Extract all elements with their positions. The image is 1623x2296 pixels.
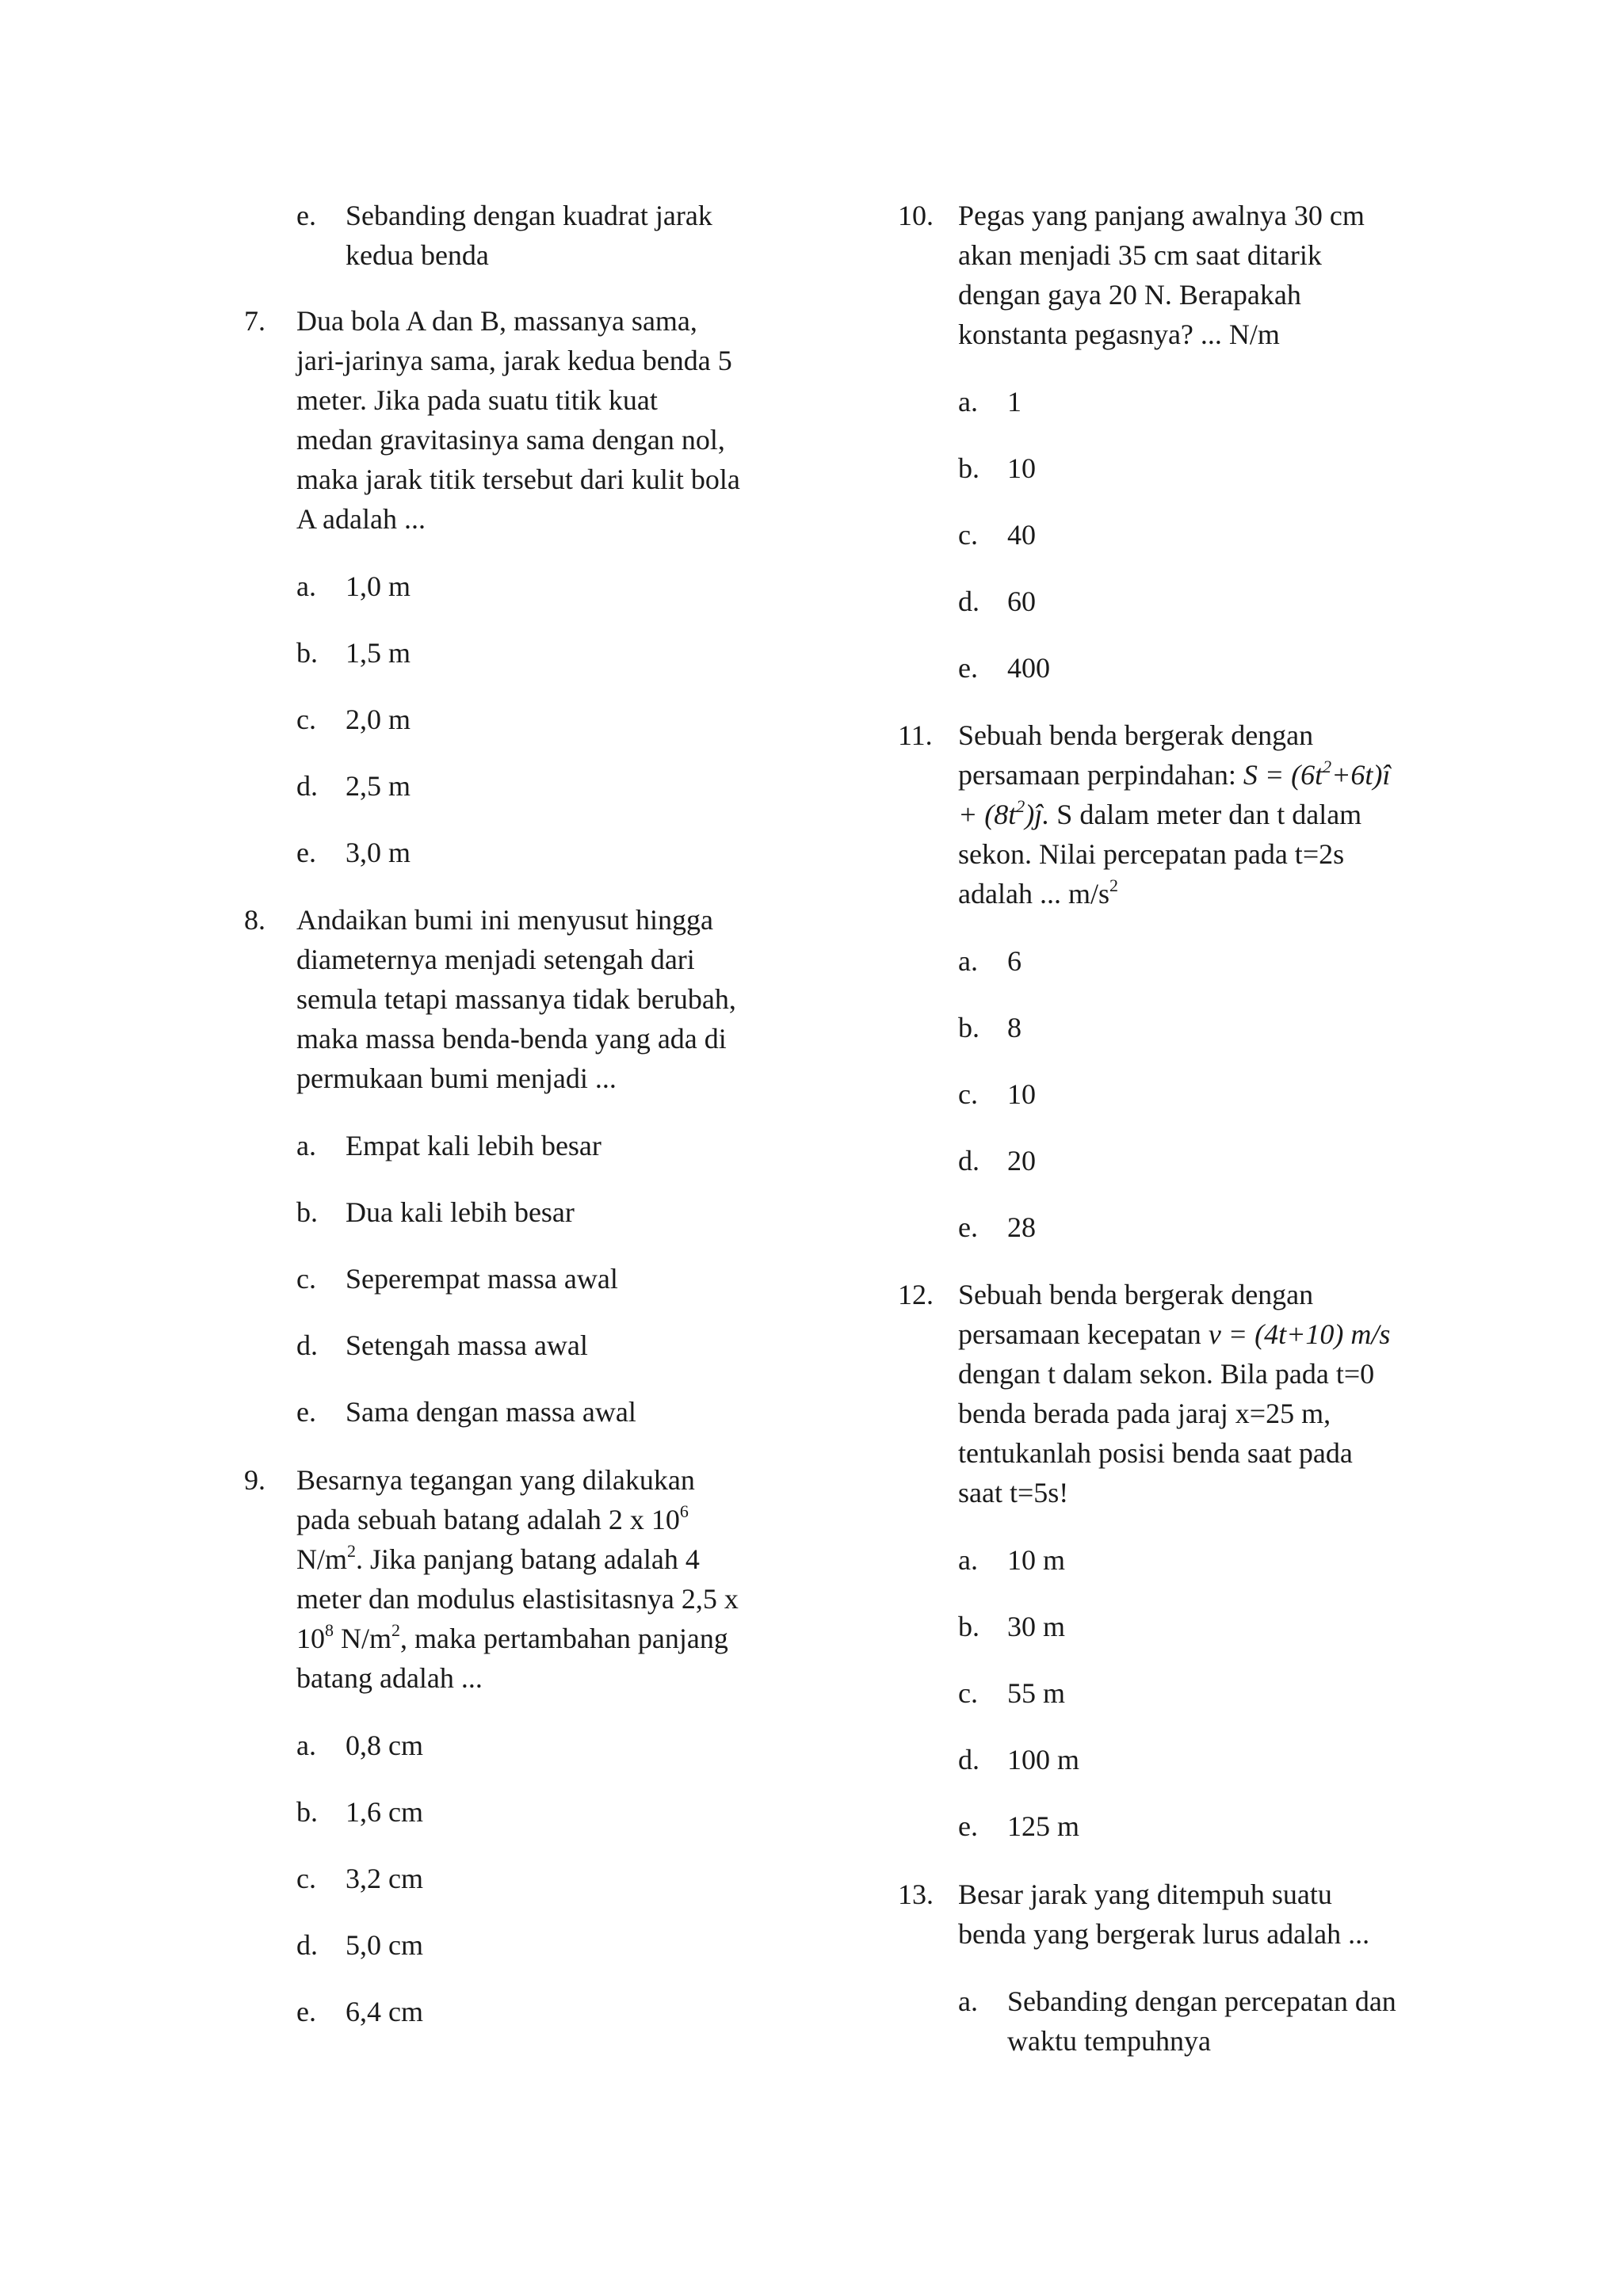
- question-text: Pegas yang panjang awalnya 30 cm akan menjadi 35 cm saat ditarik dengan gaya 20 N. Berapakah konstanta pegasnya? ... N/m: [958, 200, 1365, 350]
- question-text: Besar jarak yang ditempuh suatu benda yang bergerak lurus adalah ...: [958, 1878, 1370, 1950]
- question-text: Besarnya tegangan yang dilakukan pada sebuah batang adalah 2 x $10^6$ $N/m^2$. Jika panjang batang adalah 4 meter dan modulus elastisitasnya 2,5 x $10^8$ $N/m^2$, maka pertambahan panjang batang adalah ...: [296, 1464, 739, 1694]
- question-number: 13.: [898, 1878, 934, 1910]
- question-number: 11.: [898, 719, 933, 751]
- question-text: Sebuah benda bergerak dengan persamaan kecepatan v = (4t+10) m/s dengan t dalam sekon. Bila pada t=0 benda berada pada jaraj x=25 m, tentukanlah posisi benda saat pada saat t=5s!: [958, 1279, 1391, 1508]
- question-number: 8.: [244, 904, 265, 936]
- question-text: Dua bola A dan B, massanya sama, jari-jarinya sama, jarak kedua benda 5 meter. Jika pada suatu titik kuat medan gravitasinya sama dengan nol, maka jarak titik tersebut dari kulit bola A adalah ...: [296, 305, 740, 535]
- option-text: Sebanding dengan kuadrat jarak kedua benda: [346, 200, 712, 271]
- question-text: Sebuah benda bergerak dengan persamaan perpindahan: $S = (6t^2+6t)î$ + $(8t^2)ĵ$. S dalam meter dan t dalam sekon. Nilai percepatan pada t=2s adalah ... $m/s^2$: [958, 719, 1391, 910]
- question-number: 12.: [898, 1279, 934, 1310]
- option-letter: e.: [296, 200, 316, 231]
- question-text: Andaikan bumi ini menyusut hingga diameternya menjadi setengah dari semula tetapi massanya tidak berubah, maka massa benda-benda yang ada di permukaan bumi menjadi ...: [296, 904, 736, 1094]
- document-page: e. Sebanding dengan kuadrat jarak kedua benda 7. Dua bola A dan B, massanya sama, jari-jarinya sama, jarak kedua benda 5 meter. Jika pada suatu titik kuat medan gravitasinya sama dengan nol, maka jarak titik tersebut dari kulit bola A adalah ... a. 1,0 m b. 1,5 m c. 2,0 m d. 2,5 m e. 3,0 m 8. Andaikan bumi ini menyusut hingga diameternya menjadi setengah dari semula tetapi massanya tidak berubah, maka massa benda-benda yang ada di permukaan bumi menjadi ... a. Empat kali lebih besar b. Dua kali lebih besar c. Seperempat massa awal d. Setengah massa awal e. Sama dengan massa awal 9. Besarnya tegangan yang dilakukan pada sebuah batang adalah 2 x $10^6$ $N/m^2$. Jika panjang batang adalah 4 meter dan modulus elastisitasnya 2,5 x $10^8$ $N/m^2$, maka pertambahan panjang batang adalah ... a. 0,8 cm b. 1,6 cm c. 3,2 cm d. 5,0 cm e. 6,4 cm 10. Pegas yang panjang awalnya 30 cm akan menjadi 35 cm saat ditarik dengan gaya 20 N. Berapakah konstanta pegasnya? ... N/m a. 1 b. 10 c. 40 d. 60 e. 400 11. Sebuah benda bergerak dengan persamaan perpindahan: $S = (6t^2+6t)î$ + $(8t^2)ĵ$. S dalam meter dan t dalam sekon. Nilai percepatan pada t=2s adalah ... $m/s^2$ a. 6 b. 8 c. 10 d. 20 e. 28 12. Sebuah benda bergerak dengan persamaan kecepatan v = (4t+10) m/s dengan t dalam sekon. Bila pada t=0 benda berada pada jaraj x=25 m, tentukanlah posisi benda saat pada saat t=5s! a. 10 m b. 30 m c. 55 m d. 100 m e. 125 m 13. Besar jarak yang ditempuh suatu benda yang bergerak lurus adalah ... a. Sebanding dengan percepatan dan waktu tempuhnya: [0, 0, 1623, 2296]
- question-number: 10.: [898, 200, 934, 231]
- question-number: 7.: [244, 305, 265, 337]
- question-number: 9.: [244, 1464, 265, 1496]
